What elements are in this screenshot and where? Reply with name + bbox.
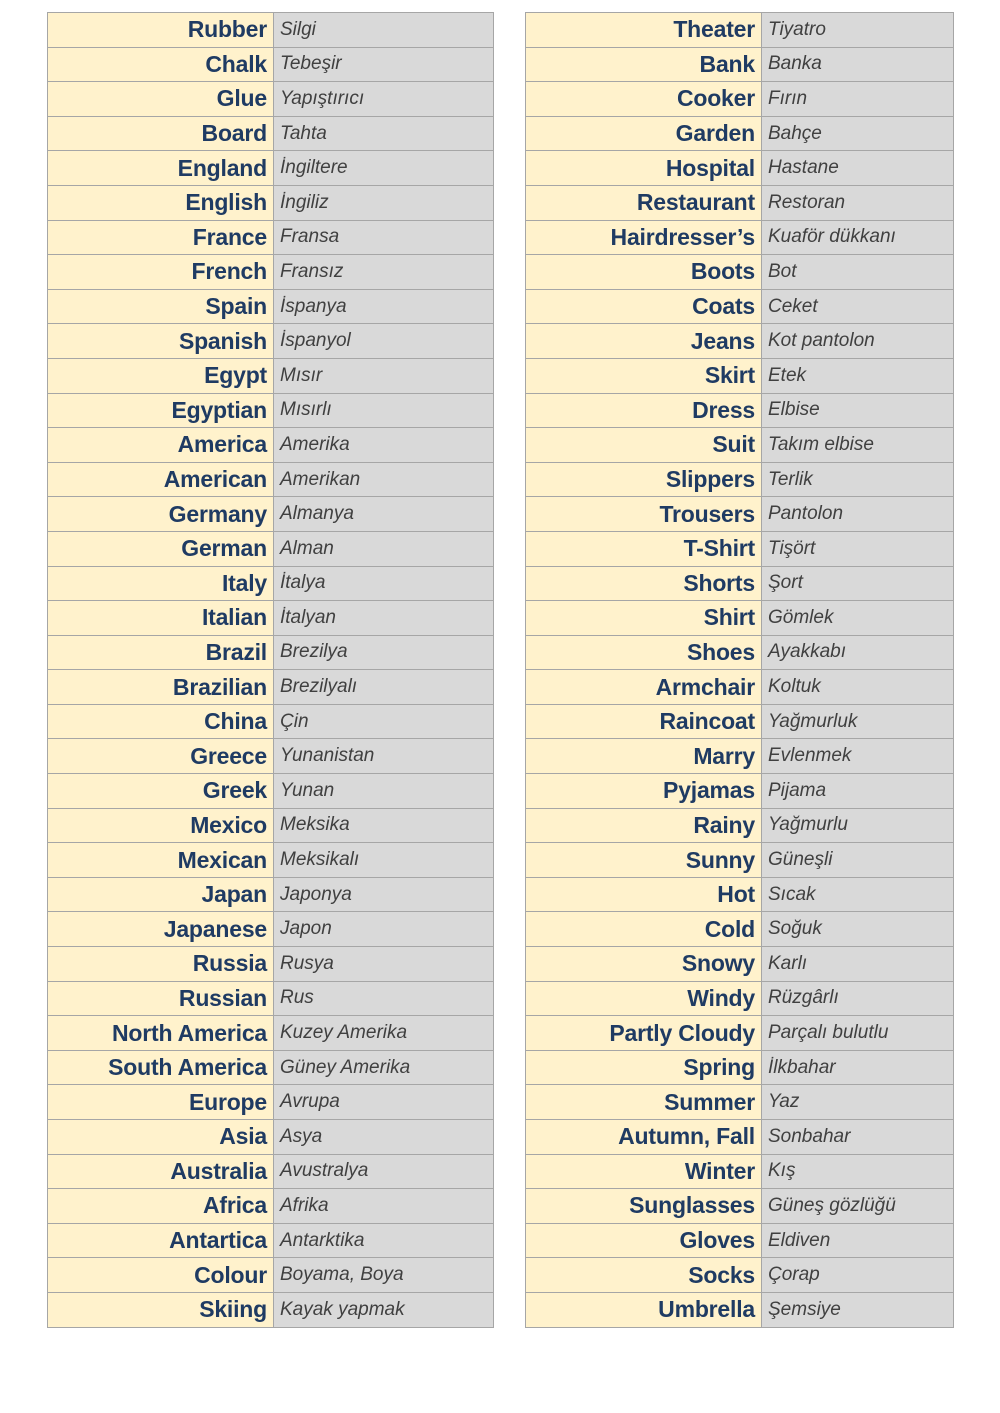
turkish-translation: Hastane [762,151,954,186]
turkish-translation: Ceket [762,289,954,324]
english-word: English [48,185,274,220]
vocab-row [526,1085,954,1120]
turkish-translation: Soğuk [762,912,954,947]
english-word: Jeans [526,324,762,359]
english-word: Glue [48,82,274,117]
turkish-translation: Çin [274,704,494,739]
vocab-row [526,981,954,1016]
turkish-translation: Fırın [762,82,954,117]
vocab-row [526,843,954,878]
turkish-translation: Alman [274,531,494,566]
vocab-row [526,497,954,532]
english-word: Antartica [48,1223,274,1258]
english-word: Slippers [526,462,762,497]
turkish-translation: Rüzgârlı [762,981,954,1016]
turkish-translation: Tahta [274,116,494,151]
turkish-translation: Terlik [762,462,954,497]
english-word: Marry [526,739,762,774]
turkish-translation: Kış [762,1154,954,1189]
turkish-translation: Yağmurluk [762,704,954,739]
vocab-row [48,116,494,151]
vocab-row [48,912,494,947]
english-word: Cold [526,912,762,947]
english-word: Board [48,116,274,151]
turkish-translation: Japonya [274,877,494,912]
english-word: Russia [48,947,274,982]
english-word: France [48,220,274,255]
vocab-row [48,497,494,532]
english-word: Shorts [526,566,762,601]
vocab-row [526,566,954,601]
turkish-translation: Mısır [274,358,494,393]
english-word: Italian [48,601,274,636]
vocab-row [48,808,494,843]
vocab-row [48,947,494,982]
turkish-translation: Takım elbise [762,428,954,463]
turkish-translation: Parçalı bulutlu [762,1016,954,1051]
turkish-translation: Bot [762,255,954,290]
turkish-translation: Pantolon [762,497,954,532]
english-word: Cooker [526,82,762,117]
english-word: Asia [48,1120,274,1155]
turkish-translation: Elbise [762,393,954,428]
vocab-table-right [525,12,954,1328]
turkish-translation: Yapıştırıcı [274,82,494,117]
english-word: North America [48,1016,274,1051]
english-word: Spain [48,289,274,324]
vocab-row [526,704,954,739]
turkish-translation: İlkbahar [762,1050,954,1085]
vocab-row [48,185,494,220]
turkish-translation: Amerika [274,428,494,463]
vocab-row [526,1016,954,1051]
english-word: Socks [526,1258,762,1293]
english-word: Japan [48,877,274,912]
english-word: Russian [48,981,274,1016]
vocab-row [48,774,494,809]
vocab-row [48,566,494,601]
turkish-translation: Asya [274,1120,494,1155]
english-word: Boots [526,255,762,290]
english-word: Snowy [526,947,762,982]
turkish-translation: Silgi [274,13,494,48]
vocab-row [48,220,494,255]
english-word: England [48,151,274,186]
turkish-translation: Almanya [274,497,494,532]
vocab-row [48,82,494,117]
english-word: Trousers [526,497,762,532]
english-word: Hospital [526,151,762,186]
english-word: Restaurant [526,185,762,220]
turkish-translation: Pijama [762,774,954,809]
turkish-translation: Yunan [274,774,494,809]
english-word: Pyjamas [526,774,762,809]
turkish-translation: Karlı [762,947,954,982]
vocab-row [48,1085,494,1120]
english-word: Suit [526,428,762,463]
vocab-row [48,531,494,566]
english-word: Africa [48,1189,274,1224]
vocab-row [48,601,494,636]
turkish-translation: Tişört [762,531,954,566]
english-word: China [48,704,274,739]
vocab-row [48,462,494,497]
turkish-translation: Yunanistan [274,739,494,774]
turkish-translation: Meksika [274,808,494,843]
english-word: Rainy [526,808,762,843]
vocab-row [526,462,954,497]
vocab-row [48,1120,494,1155]
vocab-row [526,1050,954,1085]
english-word: Theater [526,13,762,48]
english-word: Armchair [526,670,762,705]
vocab-table-left-body [48,13,494,1328]
vocab-row [48,1292,494,1327]
vocab-row [526,255,954,290]
english-word: Partly Cloudy [526,1016,762,1051]
vocab-row [526,220,954,255]
vocab-row [526,82,954,117]
english-word: Brazil [48,635,274,670]
vocab-row [48,255,494,290]
english-word: Europe [48,1085,274,1120]
vocab-row [526,13,954,48]
english-word: Bank [526,47,762,82]
turkish-translation: Avustralya [274,1154,494,1189]
vocab-row [526,428,954,463]
english-word: Umbrella [526,1292,762,1327]
vocab-row [48,670,494,705]
vocab-row [48,739,494,774]
vocab-row [526,185,954,220]
english-word: Japanese [48,912,274,947]
turkish-translation: Fransa [274,220,494,255]
vocab-row [48,428,494,463]
vocab-row [526,47,954,82]
english-word: French [48,255,274,290]
english-word: Skiing [48,1292,274,1327]
vocab-row [48,843,494,878]
vocab-row [526,739,954,774]
english-word: Garden [526,116,762,151]
turkish-translation: Koltuk [762,670,954,705]
turkish-translation: Banka [762,47,954,82]
vocab-row [526,1154,954,1189]
turkish-translation: Kuzey Amerika [274,1016,494,1051]
turkish-translation: Şemsiye [762,1292,954,1327]
english-word: Chalk [48,47,274,82]
english-word: America [48,428,274,463]
vocab-row [526,774,954,809]
english-word: Egypt [48,358,274,393]
turkish-translation: Kayak yapmak [274,1292,494,1327]
english-word: Raincoat [526,704,762,739]
english-word: Colour [48,1258,274,1293]
turkish-translation: Evlenmek [762,739,954,774]
turkish-translation: Fransız [274,255,494,290]
turkish-translation: Şort [762,566,954,601]
turkish-translation: Güneşli [762,843,954,878]
turkish-translation: Antarktika [274,1223,494,1258]
english-word: Egyptian [48,393,274,428]
english-word: Australia [48,1154,274,1189]
turkish-translation: Japon [274,912,494,947]
turkish-translation: Tebeşir [274,47,494,82]
turkish-translation: Yağmurlu [762,808,954,843]
english-word: South America [48,1050,274,1085]
vocab-row [526,947,954,982]
vocab-row [48,393,494,428]
turkish-translation: İtalya [274,566,494,601]
vocab-row [48,358,494,393]
vocab-row [526,1292,954,1327]
english-word: Summer [526,1085,762,1120]
turkish-translation: Bahçe [762,116,954,151]
english-word: German [48,531,274,566]
turkish-translation: Amerikan [274,462,494,497]
vocab-row [526,151,954,186]
vocab-row [526,912,954,947]
english-word: Spanish [48,324,274,359]
vocab-row [526,808,954,843]
vocab-row [526,635,954,670]
vocab-row [48,47,494,82]
turkish-translation: Boyama, Boya [274,1258,494,1293]
turkish-translation: Brezilyalı [274,670,494,705]
vocab-row [48,635,494,670]
vocab-row [526,877,954,912]
english-word: Gloves [526,1223,762,1258]
turkish-translation: Eldiven [762,1223,954,1258]
vocab-row [48,324,494,359]
turkish-translation: Güneş gözlüğü [762,1189,954,1224]
english-word: Brazilian [48,670,274,705]
vocab-row [526,670,954,705]
turkish-translation: Yaz [762,1085,954,1120]
english-word: Autumn, Fall [526,1120,762,1155]
turkish-translation: Sonbahar [762,1120,954,1155]
turkish-translation: Çorap [762,1258,954,1293]
vocab-row [48,289,494,324]
vocab-row [48,1016,494,1051]
english-word: Winter [526,1154,762,1189]
turkish-translation: Meksikalı [274,843,494,878]
vocab-row [48,1189,494,1224]
english-word: Shoes [526,635,762,670]
english-word: Germany [48,497,274,532]
english-word: Shirt [526,601,762,636]
english-word: Rubber [48,13,274,48]
english-word: Sunny [526,843,762,878]
vocab-row [526,1258,954,1293]
english-word: Mexico [48,808,274,843]
english-word: Italy [48,566,274,601]
vocab-row [526,1120,954,1155]
vocab-row [526,601,954,636]
turkish-translation: Rus [274,981,494,1016]
english-word: American [48,462,274,497]
english-word: T-Shirt [526,531,762,566]
english-word: Windy [526,981,762,1016]
turkish-translation: Gömlek [762,601,954,636]
turkish-translation: Kuaför dükkanı [762,220,954,255]
vocab-row [48,1223,494,1258]
turkish-translation: İtalyan [274,601,494,636]
turkish-translation: İngiliz [274,185,494,220]
turkish-translation: Mısırlı [274,393,494,428]
turkish-translation: İngiltere [274,151,494,186]
vocab-row [48,1154,494,1189]
english-word: Greece [48,739,274,774]
turkish-translation: Kot pantolon [762,324,954,359]
english-word: Spring [526,1050,762,1085]
turkish-translation: Ayakkabı [762,635,954,670]
vocab-row [48,877,494,912]
turkish-translation: Restoran [762,185,954,220]
vocab-table-right-body [526,13,954,1328]
vocab-row [526,1223,954,1258]
english-word: Dress [526,393,762,428]
english-word: Hairdresser’s [526,220,762,255]
english-word: Coats [526,289,762,324]
vocab-row [526,116,954,151]
vocab-row [48,1050,494,1085]
vocab-row [526,324,954,359]
vocab-row [526,393,954,428]
vocab-row [526,289,954,324]
turkish-translation: Avrupa [274,1085,494,1120]
vocab-row [526,531,954,566]
english-word: Sunglasses [526,1189,762,1224]
turkish-translation: İspanyol [274,324,494,359]
turkish-translation: Etek [762,358,954,393]
turkish-translation: Rusya [274,947,494,982]
vocab-table-left [47,12,494,1328]
turkish-translation: Brezilya [274,635,494,670]
turkish-translation: Güney Amerika [274,1050,494,1085]
english-word: Mexican [48,843,274,878]
english-word: Hot [526,877,762,912]
turkish-translation: Tiyatro [762,13,954,48]
vocab-row [48,1258,494,1293]
vocab-row [526,1189,954,1224]
vocab-row [48,151,494,186]
english-word: Greek [48,774,274,809]
turkish-translation: İspanya [274,289,494,324]
vocab-row [526,358,954,393]
vocab-row [48,704,494,739]
vocab-row [48,13,494,48]
vocab-row [48,981,494,1016]
turkish-translation: Sıcak [762,877,954,912]
english-word: Skirt [526,358,762,393]
turkish-translation: Afrika [274,1189,494,1224]
